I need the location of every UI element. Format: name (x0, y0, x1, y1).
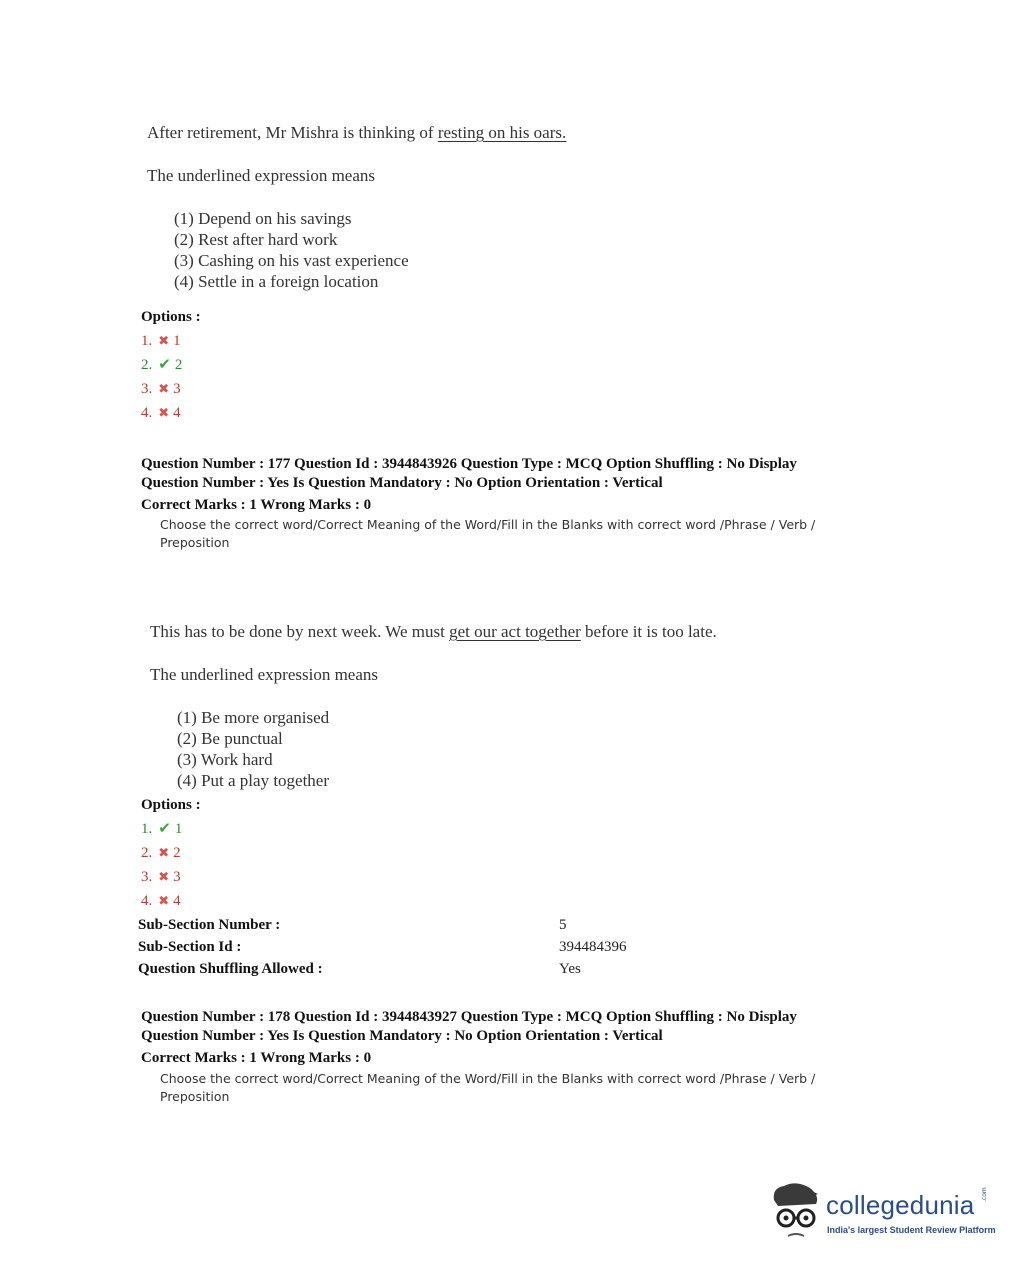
q176-underlined-expression: resting on his oars. (437, 123, 567, 142)
q176-options (141, 329, 182, 425)
q177-option-1: 1. ✔ 1 (141, 817, 182, 841)
q176-stem-text: After retirement, Mr Mishra is thinking of (147, 123, 438, 142)
q176-option-1: 1. ✖ 1 (141, 329, 182, 353)
q177-options-label: Options : (141, 797, 201, 813)
q177-stem-tail: before it is too late. (580, 622, 717, 641)
q177-stem (150, 622, 717, 642)
q177-option-3: 3. ✖ 3 (141, 865, 182, 889)
cross-icon: ✖ (158, 333, 170, 348)
q176-choice-3: (3) Cashing on his vast experience (174, 251, 409, 270)
cross-icon: ✖ (158, 869, 170, 884)
q176-prompt: The underlined expression means (147, 166, 376, 185)
subsection-number-value: 5 (559, 917, 567, 933)
q177-meta-line2: Question Number : Yes Is Question Mandatory : No Option Orientation : Vertical (141, 475, 663, 491)
subsection-id-label: Sub-Section Id : (138, 939, 242, 955)
q178-meta-line1: Question Number : 178 Question Id : 3944843927 Question Type : MCQ Option Shuffling : No Display (141, 1009, 797, 1025)
subsection-id-value: 394484396 (559, 939, 627, 955)
mascot-icon (766, 1176, 826, 1246)
q177-instruction: Choose the correct word/Correct Meaning of the Word/Fill in the Blanks with correct word /Phrase / Verb / Preposition (160, 517, 816, 550)
q177-options (141, 817, 182, 913)
check-icon: ✔ (158, 357, 171, 373)
q177-meta (141, 455, 797, 515)
q178-meta (141, 1008, 797, 1068)
subsection-number-label: Sub-Section Number : (138, 917, 281, 933)
cross-icon: ✖ (158, 381, 170, 396)
q177-choice-1: (1) Be more organised (177, 708, 330, 727)
q176-choice-4: (4) Settle in a foreign location (174, 272, 379, 291)
q176-choice-1: (1) Depend on his savings (174, 209, 352, 228)
q177-stem-text: This has to be done by next week. We must (150, 622, 450, 641)
cross-icon: ✖ (158, 845, 170, 860)
brand-tagline: India's largest Student Review Platform (827, 1225, 996, 1235)
q176-choice-list (174, 208, 409, 292)
q176-option-4: 4. ✖ 4 (141, 401, 182, 425)
q176-stem (147, 123, 566, 143)
cross-icon: ✖ (158, 893, 170, 908)
cross-icon: ✖ (158, 405, 170, 420)
q177-choice-2: (2) Be punctual (177, 729, 283, 748)
q177-option-2: 2. ✖ 2 (141, 841, 182, 865)
brand-name: collegedunia (826, 1190, 975, 1220)
q176-option-3: 3. ✖ 3 (141, 377, 182, 401)
q177-choice-list (177, 707, 329, 791)
q176-option-2: 2. ✔ 2 (141, 353, 182, 377)
q176-options-label: Options : (141, 309, 201, 325)
q177-option-4: 4. ✖ 4 (141, 889, 182, 913)
brand-suffix: .com (981, 1187, 988, 1202)
q177-prompt: The underlined expression means (150, 665, 379, 684)
q177-underlined-expression: get our act together (449, 622, 581, 641)
q178-meta-line3: Correct Marks : 1 Wrong Marks : 0 (141, 1050, 372, 1066)
q177-choice-3: (3) Work hard (177, 750, 273, 769)
check-icon: ✔ (158, 821, 171, 837)
subsection-shuffle-value: Yes (559, 961, 581, 977)
q176-choice-2: (2) Rest after hard work (174, 230, 338, 249)
q178-instruction: Choose the correct word/Correct Meaning of the Word/Fill in the Blanks with correct word /Phrase / Verb / Preposition (160, 1071, 816, 1104)
q177-choice-4: (4) Put a play together (177, 771, 330, 790)
q177-meta-line3: Correct Marks : 1 Wrong Marks : 0 (141, 497, 372, 513)
subsection-shuffle-label: Question Shuffling Allowed : (138, 961, 323, 977)
q177-meta-line1: Question Number : 177 Question Id : 3944843926 Question Type : MCQ Option Shuffling : No Display (141, 456, 797, 472)
collegedunia-logo (766, 1176, 996, 1246)
q178-meta-line2: Question Number : Yes Is Question Mandatory : No Option Orientation : Vertical (141, 1028, 663, 1044)
